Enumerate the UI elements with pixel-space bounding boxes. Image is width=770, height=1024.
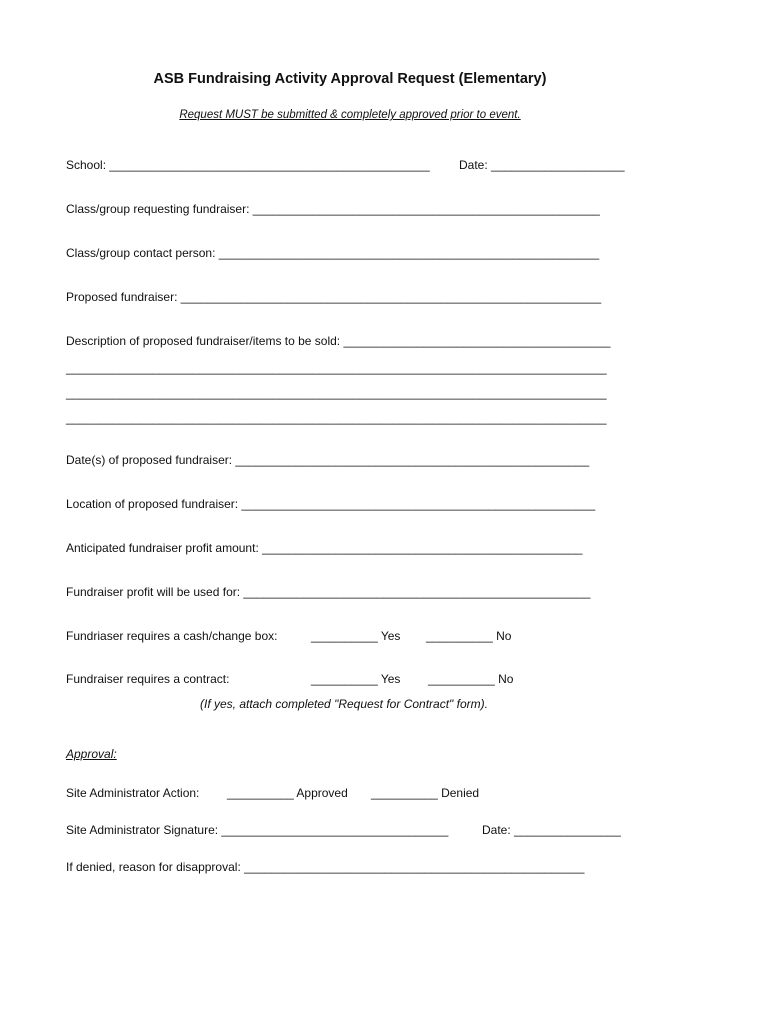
cash-box-label: Fundriaser requires a cash/change box: bbox=[66, 629, 278, 643]
date-field[interactable]: Date: ____________________ bbox=[459, 158, 625, 172]
proposed-fundraiser-field[interactable]: Proposed fundraiser: _______________________________________________________________ bbox=[66, 290, 602, 304]
description-line[interactable]: _________________________________________________________________________________ bbox=[66, 361, 607, 375]
class-group-field[interactable]: Class/group requesting fundraiser: ____________________________________________________ bbox=[66, 202, 600, 216]
admin-signature-field[interactable]: Site Administrator Signature: __________________________________ bbox=[66, 823, 449, 837]
approved-option[interactable]: __________ Approved bbox=[227, 786, 348, 800]
description-field[interactable]: Description of proposed fundraiser/items to be sold: ________________________________________ bbox=[66, 334, 611, 348]
contract-note: (If yes, attach completed "Request for Contract" form). bbox=[200, 697, 488, 711]
cash-box-yes-option[interactable]: __________ Yes bbox=[311, 629, 401, 643]
contact-person-field[interactable]: Class/group contact person: _________________________________________________________ bbox=[66, 246, 600, 260]
contract-label: Fundraiser requires a contract: bbox=[66, 672, 230, 686]
description-line[interactable]: _________________________________________________________________________________ bbox=[66, 411, 607, 425]
denial-reason-field[interactable]: If denied, reason for disapproval: ___________________________________________________ bbox=[66, 860, 585, 874]
contract-yes-option[interactable]: __________ Yes bbox=[311, 672, 401, 686]
profit-amount-field[interactable]: Anticipated fundraiser profit amount: ________________________________________________ bbox=[66, 541, 583, 555]
location-field[interactable]: Location of proposed fundraiser: _____________________________________________________ bbox=[66, 497, 596, 511]
contract-no-option[interactable]: __________ No bbox=[428, 672, 514, 686]
signature-date-field[interactable]: Date: ________________ bbox=[482, 823, 621, 837]
dates-field[interactable]: Date(s) of proposed fundraiser: _____________________________________________________ bbox=[66, 453, 590, 467]
profit-use-field[interactable]: Fundraiser profit will be used for: ____________________________________________________ bbox=[66, 585, 591, 599]
cash-box-no-option[interactable]: __________ No bbox=[426, 629, 512, 643]
form-title: ASB Fundraising Activity Approval Request (Elementary) bbox=[153, 71, 547, 87]
approval-heading: Approval: bbox=[66, 747, 117, 761]
denied-option[interactable]: __________ Denied bbox=[371, 786, 480, 800]
school-field[interactable]: School: ________________________________________________ bbox=[66, 158, 430, 172]
form-subtitle: Request MUST be submitted & completely approved prior to event. bbox=[179, 109, 521, 121]
admin-action-label: Site Administrator Action: bbox=[66, 786, 200, 800]
description-line[interactable]: _________________________________________________________________________________ bbox=[66, 386, 607, 400]
